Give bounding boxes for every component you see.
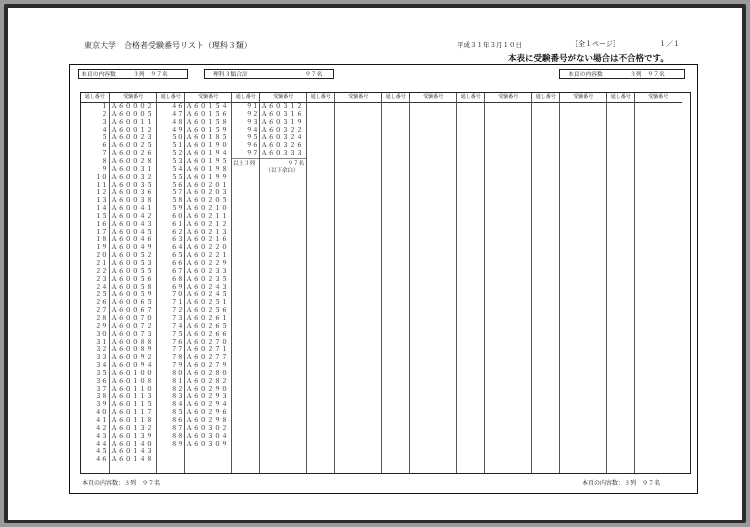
exam-number: Ａ６００８８ bbox=[111, 338, 154, 346]
page-count: ［全１ページ］ bbox=[571, 40, 620, 48]
summary-left bbox=[78, 69, 188, 79]
document-title: 東京大学 合格者受験番号リスト（理科３類） bbox=[84, 41, 252, 50]
exam-number: Ａ６０２６５ bbox=[186, 322, 229, 330]
serial-number: １ bbox=[101, 103, 108, 110]
exam-number: Ａ６０３２２ bbox=[261, 126, 304, 134]
exam-number: Ａ６０２７７ bbox=[186, 354, 229, 362]
serial-number: １０ bbox=[95, 173, 108, 181]
exam-number: Ａ６００４６ bbox=[111, 236, 154, 244]
exam-number: Ａ６０１１７ bbox=[111, 409, 154, 417]
serial-column bbox=[231, 93, 260, 473]
exam-number: Ａ６０２０５ bbox=[186, 197, 229, 205]
serial-number: ９５ bbox=[246, 134, 259, 142]
exam-number: Ａ６０２８０ bbox=[186, 369, 229, 377]
serial-number: ４３ bbox=[95, 432, 108, 440]
exam-number: Ａ６０３１９ bbox=[261, 118, 304, 126]
serial-number: ３４ bbox=[95, 362, 108, 370]
exam-number: Ａ６０２７９ bbox=[186, 362, 229, 370]
exam-number: Ａ６０１３９ bbox=[111, 432, 154, 440]
serial-number: ２４ bbox=[95, 283, 108, 291]
serial-number: ２７ bbox=[95, 307, 108, 315]
exam-number: Ａ６０１９０ bbox=[186, 142, 229, 150]
serial-column bbox=[81, 93, 109, 473]
exam-number: Ａ６００６５ bbox=[111, 299, 154, 307]
exam-number-column bbox=[484, 93, 533, 473]
serial-number: ８５ bbox=[171, 409, 184, 417]
serial-header: 通し番号 bbox=[157, 93, 185, 103]
serial-number: １４ bbox=[95, 205, 108, 213]
serial-number: ８８ bbox=[171, 432, 184, 440]
exam-number: Ａ６００３２ bbox=[111, 173, 154, 181]
serial-number: ３６ bbox=[95, 377, 108, 385]
exam-number-header: 受験番号 bbox=[485, 93, 533, 103]
exam-number: Ａ６０２４３ bbox=[186, 283, 229, 291]
exam-number: Ａ６００２３ bbox=[111, 134, 154, 142]
serial-number: ７ bbox=[101, 150, 108, 158]
footer-left: 本頁の内容数：３列 ９７名 bbox=[82, 480, 161, 487]
serial-number: ８３ bbox=[171, 393, 184, 401]
exam-number: Ａ６０００２ bbox=[111, 103, 154, 110]
exam-number: Ａ６０２９３ bbox=[186, 393, 229, 401]
serial-number: ８６ bbox=[171, 417, 184, 424]
serial-number: ５９ bbox=[171, 205, 184, 213]
exam-number: Ａ６０１８５ bbox=[186, 134, 229, 142]
exam-number-column bbox=[634, 93, 683, 473]
exam-number: Ａ６０１１５ bbox=[111, 401, 154, 409]
exam-number: Ａ６００９４ bbox=[111, 362, 154, 370]
exam-number: Ａ６０２１１ bbox=[186, 212, 229, 220]
exam-number: Ａ６０１５４ bbox=[186, 103, 229, 110]
serial-header: 通し番号 bbox=[532, 93, 560, 103]
serial-number: ９１ bbox=[246, 103, 259, 110]
exam-number: Ａ６０２５６ bbox=[186, 307, 229, 315]
exam-number: Ａ６０２０３ bbox=[186, 189, 229, 197]
summary-right bbox=[559, 69, 685, 79]
serial-number: ７１ bbox=[171, 299, 184, 307]
exam-number: Ａ６００３６ bbox=[111, 189, 154, 197]
exam-number: Ａ６０２３５ bbox=[186, 275, 229, 283]
exam-number: Ａ６００５２ bbox=[111, 252, 154, 260]
exam-number-header: 受験番号 bbox=[635, 93, 683, 103]
exam-number: Ａ６００３１ bbox=[111, 165, 154, 173]
serial-header: 通し番号 bbox=[457, 93, 485, 103]
exam-number-column bbox=[559, 93, 608, 473]
serial-number: ６６ bbox=[171, 260, 184, 267]
serial-number: ５５ bbox=[171, 173, 184, 181]
exam-number: Ａ６００５６ bbox=[111, 275, 154, 283]
exam-number: Ａ６００３５ bbox=[111, 181, 154, 189]
exam-number: Ａ６００４９ bbox=[111, 244, 154, 252]
exam-number: Ａ６０２８２ bbox=[186, 377, 229, 385]
exam-number: Ａ６０１００ bbox=[111, 369, 154, 377]
serial-number: ４６ bbox=[171, 103, 184, 110]
serial-number: ６１ bbox=[171, 220, 184, 228]
serial-number: ５２ bbox=[171, 150, 184, 158]
serial-number: ２１ bbox=[95, 260, 108, 267]
serial-number: ５４ bbox=[171, 165, 184, 173]
exam-number: Ａ６００８９ bbox=[111, 346, 154, 354]
exam-number: Ａ６０２２９ bbox=[186, 260, 229, 267]
serial-number: ２２ bbox=[95, 267, 108, 275]
serial-number: ８７ bbox=[171, 424, 184, 432]
exam-number-column bbox=[184, 93, 233, 473]
exam-number: Ａ６０２６１ bbox=[186, 314, 229, 322]
serial-header: 通し番号 bbox=[307, 93, 335, 103]
serial-column bbox=[156, 93, 185, 473]
serial-number: １９ bbox=[95, 244, 108, 252]
exam-number: Ａ６００４５ bbox=[111, 228, 154, 236]
exam-number: Ａ６０２９６ bbox=[186, 409, 229, 417]
exam-number: Ａ６０２１０ bbox=[186, 205, 229, 213]
serial-number: ７９ bbox=[171, 362, 184, 370]
serial-number: ６８ bbox=[171, 275, 184, 283]
serial-number: ６０ bbox=[171, 212, 184, 220]
serial-number: ４１ bbox=[95, 417, 108, 424]
serial-number: ４８ bbox=[171, 118, 184, 126]
exam-number: Ａ６０２９４ bbox=[186, 401, 229, 409]
exam-number: Ａ６０１９４ bbox=[186, 150, 229, 158]
exam-number: Ａ６００１１ bbox=[111, 118, 154, 126]
exam-number: Ａ６０３０４ bbox=[186, 432, 229, 440]
serial-number: ７２ bbox=[171, 307, 184, 315]
rejection-notice: 本表に受験番号がない場合は不合格です。 bbox=[508, 54, 669, 64]
serial-number: １６ bbox=[95, 220, 108, 228]
summary-total bbox=[204, 69, 334, 79]
serial-number: ５３ bbox=[171, 157, 184, 165]
exam-number-column bbox=[259, 93, 308, 473]
serial-number: １１ bbox=[95, 181, 108, 189]
exam-number: Ａ６００５８ bbox=[111, 283, 154, 291]
serial-number: ２８ bbox=[95, 314, 108, 322]
exam-number: Ａ６０３３３ bbox=[261, 150, 304, 158]
document-date: 平成３１年３月１０日 bbox=[457, 41, 522, 49]
serial-number: ９４ bbox=[246, 126, 259, 134]
exam-number: Ａ６０２７１ bbox=[186, 346, 229, 354]
serial-number: ７８ bbox=[171, 354, 184, 362]
exam-number: Ａ６０１５６ bbox=[186, 110, 229, 118]
exam-number: Ａ６０３２６ bbox=[261, 142, 304, 150]
serial-header: 通し番号 bbox=[81, 93, 109, 103]
exam-number: Ａ６０１９９ bbox=[186, 173, 229, 181]
serial-number: ６３ bbox=[171, 236, 184, 244]
exam-number-column bbox=[109, 93, 158, 473]
summary-right-label: 本頁の内容数 bbox=[568, 71, 603, 78]
serial-number: ９２ bbox=[246, 110, 259, 118]
exam-number: Ａ６０３０９ bbox=[186, 440, 229, 448]
exam-number: Ａ６０００５ bbox=[111, 110, 154, 118]
end-label: 以上３列 bbox=[233, 160, 256, 167]
exam-number: Ａ６００５５ bbox=[111, 267, 154, 275]
serial-number: ３７ bbox=[95, 385, 108, 393]
exam-number: Ａ６０３０２ bbox=[186, 424, 229, 432]
serial-number: ７７ bbox=[171, 346, 184, 354]
exam-number: Ａ６００９２ bbox=[111, 354, 154, 362]
exam-number: Ａ６０１９８ bbox=[186, 165, 229, 173]
exam-number: Ａ６００１２ bbox=[111, 126, 154, 134]
serial-number: １３ bbox=[95, 197, 108, 205]
exam-number: Ａ６００２６ bbox=[111, 150, 154, 158]
serial-number: ５１ bbox=[171, 142, 184, 150]
exam-number: Ａ６０２６６ bbox=[186, 330, 229, 338]
serial-number: ４０ bbox=[95, 409, 108, 417]
serial-number: １５ bbox=[95, 212, 108, 220]
serial-number: ２０ bbox=[95, 252, 108, 260]
serial-number: ８ bbox=[101, 157, 108, 165]
exam-number-column bbox=[409, 93, 458, 473]
serial-column bbox=[456, 93, 485, 473]
serial-number: ３ bbox=[101, 118, 108, 126]
serial-column bbox=[606, 93, 635, 473]
serial-number: ３３ bbox=[95, 354, 108, 362]
serial-number: ７３ bbox=[171, 314, 184, 322]
exam-number: Ａ６００７３ bbox=[111, 330, 154, 338]
exam-number: Ａ６０１４８ bbox=[111, 456, 154, 464]
exam-number: Ａ６００６７ bbox=[111, 307, 154, 315]
exam-number: Ａ６０１４０ bbox=[111, 440, 154, 448]
exam-number: Ａ６００２５ bbox=[111, 142, 154, 150]
exam-number: Ａ６００２８ bbox=[111, 157, 154, 165]
serial-number: ６２ bbox=[171, 228, 184, 236]
exam-number: Ａ６０２１６ bbox=[186, 236, 229, 244]
serial-number: ６ bbox=[101, 142, 108, 150]
exam-number: Ａ６００４３ bbox=[111, 220, 154, 228]
end-count: ９７名 bbox=[287, 160, 304, 167]
serial-column bbox=[381, 93, 410, 473]
serial-number: ７６ bbox=[171, 338, 184, 346]
serial-number: ３０ bbox=[95, 330, 108, 338]
serial-number: ９３ bbox=[246, 118, 259, 126]
serial-number: ７０ bbox=[171, 291, 184, 299]
serial-number: ４４ bbox=[95, 440, 108, 448]
serial-number: ５８ bbox=[171, 197, 184, 205]
serial-number: １２ bbox=[95, 189, 108, 197]
serial-number: ５０ bbox=[171, 134, 184, 142]
exam-number-header: 受験番号 bbox=[335, 93, 383, 103]
exam-number: Ａ６０３２４ bbox=[261, 134, 304, 142]
serial-number: ３５ bbox=[95, 369, 108, 377]
serial-header: 通し番号 bbox=[607, 93, 635, 103]
exam-number: Ａ６０１０８ bbox=[111, 377, 154, 385]
serial-number: ４ bbox=[101, 126, 108, 134]
exam-number: Ａ６００４２ bbox=[111, 212, 154, 220]
serial-number: ８９ bbox=[171, 440, 184, 448]
serial-number: １８ bbox=[95, 236, 108, 244]
exam-number-column bbox=[334, 93, 383, 473]
exam-number: Ａ６０１１８ bbox=[111, 417, 154, 424]
exam-number: Ａ６０２２０ bbox=[186, 244, 229, 252]
exam-number: Ａ６００７２ bbox=[111, 322, 154, 330]
serial-number: ３１ bbox=[95, 338, 108, 346]
footer-right: 本頁の内容数：３列 ９７名 bbox=[582, 480, 661, 487]
exam-number-header: 受験番号 bbox=[185, 93, 233, 103]
exam-number: Ａ６０３１６ bbox=[261, 110, 304, 118]
serial-number: ５７ bbox=[171, 189, 184, 197]
summary-left-value: ３列 ９７名 bbox=[133, 71, 168, 78]
exam-number: Ａ６０２１２ bbox=[186, 220, 229, 228]
serial-number: ２６ bbox=[95, 299, 108, 307]
serial-number: ８１ bbox=[171, 377, 184, 385]
serial-number: ３２ bbox=[95, 346, 108, 354]
exam-number-header: 受験番号 bbox=[410, 93, 458, 103]
serial-number: ８０ bbox=[171, 369, 184, 377]
results-table bbox=[80, 92, 691, 474]
serial-header: 通し番号 bbox=[382, 93, 410, 103]
exam-number: Ａ６０１３２ bbox=[111, 424, 154, 432]
serial-number: ３９ bbox=[95, 401, 108, 409]
serial-number: ８２ bbox=[171, 385, 184, 393]
exam-number: Ａ６００７０ bbox=[111, 314, 154, 322]
exam-number: Ａ６０２３３ bbox=[186, 267, 229, 275]
serial-number: ２５ bbox=[95, 291, 108, 299]
serial-number: ６５ bbox=[171, 252, 184, 260]
serial-column bbox=[531, 93, 560, 473]
summary-total-label: 理科３類合計 bbox=[213, 71, 248, 78]
serial-number: ２ bbox=[101, 110, 108, 118]
serial-number: ９ bbox=[101, 165, 108, 173]
exam-number: Ａ６０２０１ bbox=[186, 181, 229, 189]
exam-number: Ａ６００４１ bbox=[111, 205, 154, 213]
exam-number: Ａ６０２２１ bbox=[186, 252, 229, 260]
serial-number: ６４ bbox=[171, 244, 184, 252]
exam-number: Ａ６００５９ bbox=[111, 291, 154, 299]
serial-number: ６９ bbox=[171, 283, 184, 291]
exam-number: Ａ６０１４３ bbox=[111, 448, 154, 456]
serial-number: ４６ bbox=[95, 456, 108, 464]
serial-number: １７ bbox=[95, 228, 108, 236]
serial-number: ５ bbox=[101, 134, 108, 142]
serial-number: ７５ bbox=[171, 330, 184, 338]
exam-number-header: 受験番号 bbox=[260, 93, 308, 103]
serial-number: ８４ bbox=[171, 401, 184, 409]
exam-number: Ａ６０２１３ bbox=[186, 228, 229, 236]
end-note: （以下余白） bbox=[265, 167, 299, 174]
serial-number: ９６ bbox=[246, 142, 259, 150]
exam-number: Ａ６００３８ bbox=[111, 197, 154, 205]
exam-number: Ａ６０１５８ bbox=[186, 118, 229, 126]
summary-total-value: ９７名 bbox=[305, 71, 323, 78]
exam-number: Ａ６０１５９ bbox=[186, 126, 229, 134]
exam-number: Ａ６０３１２ bbox=[261, 103, 304, 110]
summary-left-label: 本頁の内容数 bbox=[81, 71, 116, 78]
exam-number: Ａ６０１９５ bbox=[186, 157, 229, 165]
serial-column bbox=[306, 93, 335, 473]
exam-number: Ａ６０１１０ bbox=[111, 385, 154, 393]
serial-number: ４７ bbox=[171, 110, 184, 118]
page-number: １／１ bbox=[659, 40, 680, 48]
exam-number: Ａ６０１１３ bbox=[111, 393, 154, 401]
serial-number: ４９ bbox=[171, 126, 184, 134]
serial-number: ３８ bbox=[95, 393, 108, 401]
summary-right-value: ３列 ９７名 bbox=[630, 71, 665, 78]
serial-number: ２３ bbox=[95, 275, 108, 283]
serial-number: ４５ bbox=[95, 448, 108, 456]
serial-number: ２９ bbox=[95, 322, 108, 330]
exam-number: Ａ６０２７０ bbox=[186, 338, 229, 346]
serial-number: ４２ bbox=[95, 424, 108, 432]
exam-number: Ａ６０２９８ bbox=[186, 417, 229, 424]
exam-number-header: 受験番号 bbox=[110, 93, 158, 103]
serial-number: ９７ bbox=[246, 150, 259, 158]
exam-number: Ａ６０２４５ bbox=[186, 291, 229, 299]
exam-number: Ａ６０２５１ bbox=[186, 299, 229, 307]
document-page bbox=[8, 8, 742, 520]
exam-number: Ａ６０２９０ bbox=[186, 385, 229, 393]
serial-number: ６７ bbox=[171, 267, 184, 275]
exam-number-header: 受験番号 bbox=[560, 93, 608, 103]
serial-number: ５６ bbox=[171, 181, 184, 189]
serial-header: 通し番号 bbox=[232, 93, 260, 103]
serial-number: ７４ bbox=[171, 322, 184, 330]
exam-number: Ａ６００５３ bbox=[111, 260, 154, 267]
